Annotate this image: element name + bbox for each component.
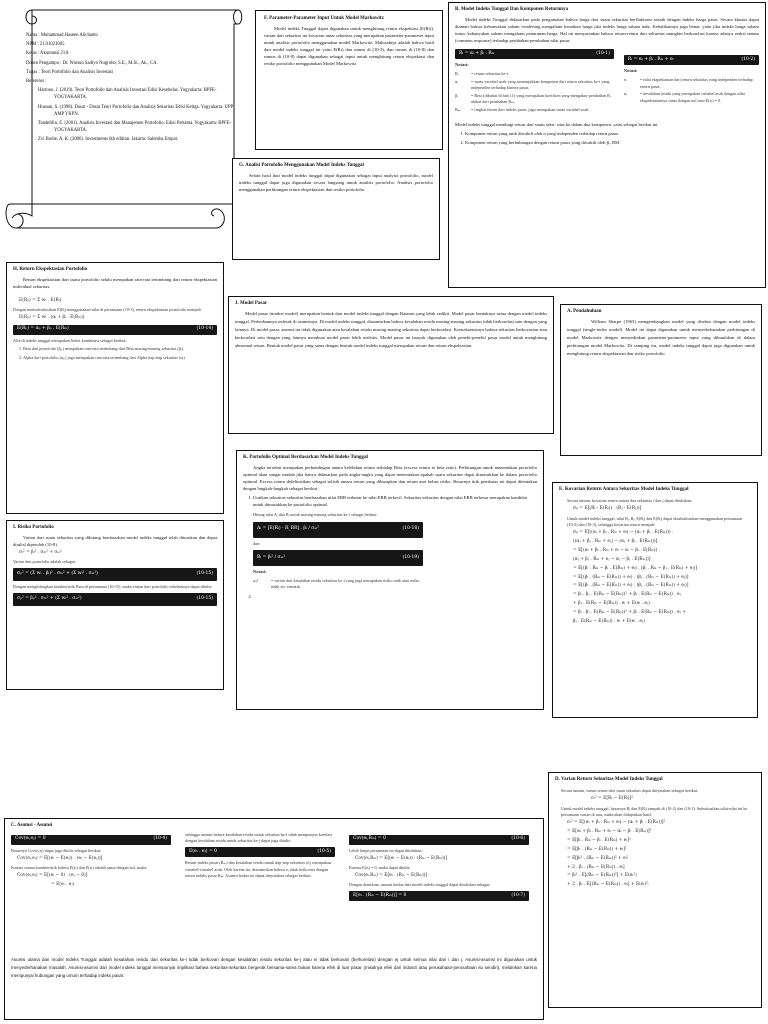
equation-bar: Aᵢ = [E(Rᵢ) - R_BR] . βᵢ / σₑᵢ² (10-18): [253, 522, 423, 538]
section-title: C. Asumsi - Asumsi: [11, 823, 53, 828]
section-b: B. Model Indeks Tunggal Dan Komponen Returnnya Model indeks Tunggal didasarkan pada pengamatan bahwa harga dari suatu sekuritas berfluktuasi searah dengan indeks harga pasar. Secara khusus dapat diamati bahwa kebanyakan saham cenderung mengalami kenaikan harga jika indeks harga saham naik. Kebalikannya juga benar, yaitu jika indeks harga saham turun, kebanyakan saham mengalami penurunan harga. Hal ini menyarankan bahwa return-return dari sekuritas mungkin berkorelasi karena adanya reaksi umum (common response) terhadap perubahan-perubahan nilai pasar. Rᵢ = αᵢ + βᵢ . Rₘ (10-1) Notasi: Rᵢ = return sekuritas ke-i, αᵢ = suatu variabel acak yang menunjukkan komponen dari return sekuritas ke-i yang independen terhadap kinerja pasar, βᵢ = Beta (dibahas di bab 11) yang merupakan koefisien yang mengukur perubahan Rᵢ akibat dari perubahan Rₘ, Rₘ = tingkat return dari indeks pasar, juga merupakan suatu variabel acak. Rᵢ = αᵢ + βᵢ . Rₘ + eᵢ (10-2) Notasi: eᵢ = nilai ekspektasian dari return sekuritas yang independen terhadap return pasar, αᵢ = kesalahan residu yang merupakan variabel acak dengan nilai ekspektasiannya sama dengan nol atau E(eᵢ) = 0. Model indeks tunggal membagi return dari suatu seku- ritas ke dalam dua komponen, yaitu sebagai berikut ini. 1. Komponen return yang unik diwakili oleh α yang independen terhadap return pasar. 2. Komponen return yang berhubungan dengan return pasar yang diwakili oleh βᵢ. RM.: [448, 2, 766, 288]
references-title: Referensi :: [26, 79, 47, 85]
equation: E(Rₚ) = Σ wᵢ . (αᵢ + βᵢ . E(Rₘ)): [19, 315, 85, 321]
equation: E(Rₚ) = Σ wᵢ . E(Rᵢ): [19, 297, 62, 303]
equation: σᵢ² = E[Rᵢ − E(Rᵢ)]²: [591, 796, 633, 802]
section-body: Selain hasil dari model indeks tunggal dapat digunakan sebagai input analysis portofolio, model indeks tunggal dapat juga digunakan secara langsung untuk analisis portofolio. Analisis portofolio menggunakan perhitungan return ekspektasian dan resiko portofolio.: [239, 172, 433, 192]
task: Tugas : Teori Portofolio dan Analisis Investasi: [26, 69, 113, 75]
equation-line: = E[(αᵢ + βᵢ . Rₘ + eᵢ − αᵢ − βᵢ . E(Rₘ)) .: [573, 548, 661, 554]
student-class: Kelas : Akuntansi 21A: [26, 51, 69, 57]
equation-line: = E[βᵢ² . (Rₘ − E(Rₘ))² + eᵢ²: [567, 855, 629, 861]
equation-line: + βⱼ . E(Rₘ − E(Rₘ)) . eᵢ + E(eᵢ . eⱼ): [573, 601, 650, 607]
section-title: I. Risiko Portofolio: [13, 525, 54, 530]
equation-line: = βᵢ² . E[(Rₘ − E(Rₘ))²] + E(eᵢ²): [567, 873, 637, 879]
equation-line: = βᵢ . βⱼ . E(Rₘ − E(Rₘ))² + βᵢ . E(Rₘ − E(Rₘ)) . eⱼ +: [573, 609, 686, 615]
section-title: B. Model Indeks Tunggal Dan Komponen Returnnya: [455, 7, 568, 12]
section-text: Model indeks tunggal membagi return dari suatu seku- ritas ke dalam dua komponen, yaitu sebagai berikut ini.: [455, 122, 659, 128]
equation-bar: E[eᵢ . (Rₘ − E(Rₘ))] = 0 (10-7): [349, 891, 529, 901]
section-title: H. Return Ekspektasian Portofolio: [13, 267, 88, 272]
equation-bar: Bᵢ = βᵢ² / σₑᵢ² (10-19): [253, 550, 423, 566]
section-g: [232, 158, 440, 260]
section-title: J. Model Pasar: [235, 301, 268, 306]
equation: Cov(eᵢ,eⱼ) = E[(eᵢ − E(eᵢ)) . (eⱼ − E(eⱼ))]: [17, 856, 103, 862]
equation-bar: Cov(eᵢ,Rₘ) = 0 (10-6): [349, 835, 529, 845]
list-item: 1. Komponen return yang unik diwakili oleh α yang independen terhadap return pasar.: [465, 130, 759, 137]
equation-line: σᵢⱼ = E[((αᵢ + βᵢ . Rₘ + eᵢ) − (αᵢ + βᵢ . E(Rₘ))) .: [573, 530, 674, 536]
section-body: William Sharpe (1963) mengembangkan model yang disebut dengan model indeks tunggal (single-index model). Model ini dapat digunakan untuk menyederhanakan perhitungan di model Markowitz dengan menyediakan parameter-parameter input yang dibutuhkan di dalam perhitungan model Markowitz. Di samping itu, model indeks tunggal dapat juga digunakan untuk menghitung return ekspektasian dan risiko portofolio.: [567, 318, 755, 356]
section-title: G. Analisi Portofolio Menggunakan Model Indeks Tunggal: [239, 163, 364, 168]
equation-line: = βᵢ . βⱼ . E(Rₘ − E(Rₘ))² + βᵢ . E(Rₘ − E(Rₘ)) . eⱼ: [573, 592, 681, 598]
student-name: Nama : Muhammad Haseen Alichanto: [26, 33, 98, 38]
equation: σᵢ² = βᵢ² . σₘ² + σₑᵢ²: [19, 549, 62, 555]
equation-line: = E[(βᵢ . (Rₘ − E(Rₘ)) + eᵢ) . (βⱼ . (Rₘ − E(Rₘ)) + eⱼ)]: [573, 583, 689, 589]
student-npm: NPM : 21.01021005: [26, 42, 65, 48]
section-footer-text: Asumsi utama dari model Indeks Tunggal adalah kesalahan residu dari sekuritas ke-i tidak berkovari dengan kesalahan residu sekuritas ke-j atau ei tidak berkovari (berkorelasi) dengan ej untuk semua nilai dari i dan j. Asumsi-asumsi ini digunakan untuk menyederhanakan masalah. Asumsi-asumsi dari model indeks tunggal mempunyai implikasi bahwa sekuritas-sekuritas bergerak bersama-sama bukan karena efek di luar pasar (misalnya efek dari industri atau perusahaan-perusahaan itu sendiri), melainkan karena mempunyai hubungan yang umum terhadap indeks pasar.: [11, 956, 537, 979]
list-item: 2. Komponen return yang berhubungan dengan return pasar yang diwakili oleh βᵢ. RM.: [465, 139, 759, 146]
notation-list: Rᵢ = return sekuritas ke-i, αᵢ = suatu variabel acak yang menunjukkan komponen dari return sekuritas ke-i yang independen terhadap kinerja pasar, βᵢ = Beta (dibahas di bab 11) yang merupakan koefisien yang mengukur perubahan Rᵢ akibat dari perubahan Rₘ, Rₘ = tingkat return dari indeks pasar, juga merupakan suatu variabel acak.: [455, 71, 611, 112]
section-body: Angka tersebut merupakan perbandingan antara kelebihan return terhadap Beta (excess return to beta ratio). Perhitungan untuk menentukan portofolio optimal akan sangat mudah jika hanya didasarkan pada angka-angka yang dapat menentukan apakah suatu sekuritas dapat dimasukkan ke dalam portofolio optimal. Excess return didefinisikan sebagai selisih antara return yang diharapkan dan return aset bebas risiko. Besarnya titik pembatas ini dapat ditentukan dengan langkah-langkah sebagai berikut :: [243, 464, 537, 492]
section-k: [236, 450, 544, 710]
equation: = E(eᵢ . eⱼ): [51, 882, 75, 887]
identity-scroll: [2, 2, 246, 234]
equation-bar: Rᵢ = αᵢ + βᵢ . Rₘ + eᵢ (10-2): [624, 55, 759, 65]
notation-list: eᵢ = nilai ekspektasian dari return sekuritas yang independen terhadap return pasar, αᵢ = kesalahan residu yang merupakan variabel acak dengan nilai ekspektasiannya sama dengan nol atau E(eᵢ) = 0.: [623, 77, 753, 103]
equation-line: = E[αᵢ + βᵢ . Rₘ + eᵢ − αᵢ − βᵢ . E(Rₘ)]²: [567, 829, 652, 835]
section-a: [560, 304, 762, 456]
section-title: A. Pendahuluan: [567, 309, 602, 314]
section-j: [228, 296, 554, 434]
equation: Cov(eᵢ,Rₘ) = E[(eᵢ − E(eᵢ)) . (Rₘ − E(Rₘ))]: [355, 856, 448, 862]
equation-bar: σₚ² = βₚ² . σₘ² + (Σ wᵢ² . σₑᵢ²) (10-15): [13, 593, 217, 606]
reference-item: Tandelilin, E. (2001). Analisis Investasi dan Manajemen Portofolio. Edisi Pertama. Yogyakarta: BPFE-YOGYAKARTA.: [38, 120, 232, 134]
equation-bar: Cov(eᵢ,eⱼ) = 0 (10-4): [11, 835, 171, 845]
equation-line: + 2 . βᵢ . (Rₘ − E(Rₘ)) . eᵢ]: [567, 864, 625, 870]
section-body: Model indeks Tunggal didasarkan pada pengamatan bahwa harga dari suatu sekuritas berfluktuasi searah dengan indeks harga pasar. Secara khusus dapat diamati bahwa kebanyakan saham cenderung mengalami kenaikan harga jika indeks harga saham naik. Kebalikannya juga benar, yaitu jika indeks harga saham turun, kebanyakan saham mengalami penurunan harga. Hal ini menyarankan bahwa return-return dari sekuritas mungkin berkorelasi karena adanya reaksi umum (common response) terhadap perubahan-perubahan nilai pasar.: [455, 16, 759, 44]
equation-bar: Rᵢ = αᵢ + βᵢ . Rₘ (10-1): [455, 49, 614, 59]
reference-item: Zvi Bodie, A. K. (2006). Investments 6th edition. Jakarta: Salemba Empat.: [38, 137, 179, 143]
section-title: K. Portofolio Optimal Berdasarkan Model Indeks Tunggal: [243, 455, 368, 460]
equation: Cov(eᵢ,eⱼ) = E[(eᵢ − 0) . (eⱼ − 0)]: [17, 873, 88, 879]
equation: Cov(eᵢ,Rₘ) = E[eᵢ . (Rₘ − E(Rₘ))]: [355, 873, 428, 879]
section-f: [255, 10, 443, 150]
equation-line: σᵢ² = E[(αᵢ + βᵢ . Rₘ + eᵢ) − (αᵢ + βᵢ . E(Rₘ))]²: [567, 820, 666, 826]
lecturer: Dosen Pengampu : Dr. Warsun Sadiyo Nugroho, S.E., M.Si., Ak., CA.: [26, 60, 158, 66]
equation-line: (αⱼ + βⱼ . Rₘ + eⱼ − αⱼ − βⱼ . E(Rₘ))]: [573, 556, 651, 562]
section-body: Model indeks Tunggal dapat digunakan untuk menghitung return ekspektasi (E(Ri)), varian dari sekuritas ini kovarian antar sekuritas yang merupakan parameter-parameter input untuk analisis portofolio menggunakan model Markowitz. Maksudnya adalah bahwa hasil dari model indeks tunggal ini yaitu E(Ri) dan rumus di (10-3), dan rumus di (10-8) dan rumus di (10-9) dapat digunakan sebagai input untuk menghitung return ekspektasi dan resiko portofolio menggunakan Model Markowitz.: [264, 25, 434, 67]
section-i: I. Risiko Portofolio Varian dari suatu sekuritas yang dihitung berdasarkan model indeks tunggal telah diturukan dan dapat ditulisl diperoleh (10-8). σᵢ² = βᵢ² . σₘ² + σₑᵢ² Varian dari portofolio adalah sebagai: σₚ² = (Σ wᵢ . βᵢ)² . σₘ² + (Σ wᵢ² . σₑᵢ²) (10-15) Dengan menghilangkan karakteristik Beta di persamaan (10-15), maka varian dari portofolio sebelumnya dapat ditulis: σₚ² = βₚ² . σₘ² + (Σ wᵢ² . σₑᵢ²) (10-15): [6, 520, 224, 690]
equation-line: = E[(βᵢ . Rₘ − βᵢ . E(Rₘ) + eᵢ) . (βⱼ . Rₘ − βⱼ . E(Rₘ) + eⱼ)]: [573, 565, 698, 571]
list-item: 2. Alpha dari portofolio (αₚ) juga merupakan rata-rata tertimbang dari Alpha tiap-tiap sekuritas (αᵢ).: [23, 355, 217, 361]
list-item: [253, 593, 537, 600]
equation-line: βⱼ . E(Rₘ − E(Rₘ)) . eᵢ + E(eᵢ . eⱼ): [573, 618, 645, 624]
notation-list: σₑᵢ² = varian dari kesalahan residu sekuritas ke-i yang juga merupakan risiko unik atau risiko tidak sis- tematik.: [253, 577, 420, 590]
equation: σᵢⱼ = E[(Rᵢ - E(Rᵢ)) . (Rⱼ - E(Rⱼ))]: [573, 506, 642, 512]
section-body: Return ekspektasian dari suatu portofolio selalu merupakan rata-rata tertimbang dari return ekspektasian individual sekuritas:: [13, 276, 217, 289]
section-body: Model pasar (market model) merupakan bentuk dari model indeks tunggal dengan Batasan yang lebih sedikit. Model pasar bentuknya sama dengan model indeks tunggal. Perbedaannya terletak di asumsinya. Di model indeks tunggal, diasumsikan bahwa kesalahan residu masing-masing sekuritas tidak berkorelasi satu dengan yang lainnya. Di model pasar, asumsi ini tidak digunakan atau kesalahan residu masing-masing sekuritas dapat berkorelasi. Konsekuensinya bahwa sekuritas berkovarian atau berkorelasi satu dengan yang lainnya membuat model pasar lebih realistis. Model pasar ini banyak digunakan oleh penelit-peneliti pasar modal untuk menghitung abnormal return. Bentuk model pasar yang sama dengan bentuk model indeks tunggal merupakan return dan return ekspektasian.: [235, 310, 547, 348]
equation-line: = E[(βᵢ . (Rₘ − E(Rₘ)) + eᵢ) . (βⱼ . (Rₘ − E(Rₘ)) + eⱼ)]: [573, 574, 689, 580]
reference-item: Husnan, S. (1998). Dasar - Dasar Teori Portofolio dan Analisis Sekuritas Edisi Ketiga. Yogyakarta: UPP AMP YKPN.: [38, 104, 234, 117]
equation-bar: E(eᵢ . eⱼ) = 0 (10-5): [185, 847, 335, 857]
equation-bar: σₚ² = (Σ wᵢ . βᵢ)² . σₘ² + (Σ wᵢ² . σₑᵢ²) (10-15): [13, 568, 217, 581]
equation-line: = E[βᵢ . Rₘ − βᵢ . E(Rₘ) + eᵢ]²: [567, 838, 631, 844]
section-c: C. Asumsi - Asumsi Cov(eᵢ,eⱼ) = 0 (10-4) Besarnya Cov(eᵢ,eⱼ) dapat juga ditulis sebagai berikut: Cov(eᵢ,eⱼ) = E[(eᵢ − E(eᵢ)) . (eⱼ − E(eⱼ))] Karena semua karakteristik bahwa E(eᵢ) dan E(eⱼ) adalah sama dengan nol, maka: Cov(eᵢ,eⱼ) = E[(eᵢ − 0) . (eⱼ − 0)] = E(eᵢ . eⱼ) sehingga asumsi bahwa kesalahan residu untuk sekuritas ke-i tidak mempunyai korelasi dengan kesalahan residu untuk sekuritas ke-j dapat juga ditulis: E(eᵢ . eⱼ) = 0 (10-5) Return indeks pasar (Rₘ) dan kesalahan residu untuk tiap-tiap sekuritas (eᵢ) merupakan variabel-variabel acak. Oleh karena itu, diasumsikan bahwa eᵢ tidak berkovari dengan return indeks pasar Rₘ. Asumsi kedua ini dapat dinyatakan sebagai berikut: Cov(eᵢ,Rₘ) = 0 (10-6) Lebih lanjut persamaan ini dapat dituliskan: Cov(eᵢ,Rₘ) = E[(eᵢ − E(eᵢ)) . (Rₘ − E(Rₘ))] Karena E(eᵢ) = 0, maka dapat ditulis: Cov(eᵢ,Rₘ) = E[eᵢ . (Rₘ − E(Rₘ))] Dengan demikian, asumsi kedua dari model indeks tunggal dapat dituliskan sebagai: E[eᵢ . (Rₘ − E(Rₘ))] = 0 (10-7) Asumsi utama dari model Indeks Tunggal adalah kesalahan residu dari sekuritas ke-i tidak berkovari dengan kesalahan residu sekuritas ke-j atau ei tidak berkovari (berkorelasi) dengan ej untuk semua nilai dari i dan j. Asumsi-asumsi ini digunakan untuk menyederhanakan masalah. Asumsi-asumsi dari model indeks tunggal mempunyai implikasi bahwa sekuritas-sekuritas bergerak bersama-sama bukan karena efek di luar pasar (misalnya efek dari industri atau perusahaan-perusahaan itu sendiri), melainkan karena mempunyai hubungan yang umum terhadap indeks pasar.: [4, 818, 544, 1020]
section-body: Varian dari suatu sekuritas yang dihitung berdasarkan model indeks tunggal telah diturukan dan dapat ditulisl diperoleh (10-8).: [13, 534, 217, 547]
equation-line: ((αⱼ + βⱼ . Rₘ + eⱼ) − (αⱼ + βⱼ . E(Rₘ)))]: [573, 539, 658, 545]
section-title: F. Parameter-Parameter Input Untuk Model Markowitz: [264, 16, 384, 21]
list-item: 1. Urutkan sekuritas-sekuritas berdasarkan nilai ERB terbesar ke nilai ERB terkecil. Sekuritas-sekuritas dengan nilai ERB terbesar merupakan kandidat untuk dimasukkan ke portofolio optimal. Hitung nilai Aᵢ dan Bᵢ untuk masing-masing sekuritas ke-i sebagai berikut: Aᵢ = [E(Rᵢ) - R_BR] . βᵢ / σₑᵢ² (10-18) dan: Bᵢ = βᵢ² / σₑᵢ² (10-19) Notasi: σₑᵢ² = varian dari kesalahan residu sekuritas ke-i yang juga merupakan risiko unik atau risiko tidak sis- tematik.: [253, 494, 537, 591]
equation-line: = E[βᵢ . (Rₘ − E(Rₘ)) + eᵢ]²: [567, 846, 627, 852]
section-d: D. Varian Return Sekuritas Model Indeks Tunggal Secara umum, varian return dari suatu sekuritas dapat dinyatakan sebagai berikut: σᵢ² = E[Rᵢ − E(Rᵢ)]² Untuk model indeks tunggal, besarnya Rᵢ dan E(Rᵢ) tampak di (10-2) dan (10-3). Substitusikan nilai-nilai ini ke persamaan varian di atas, maka akan didapatkan hasil: σᵢ² = E[(αᵢ + βᵢ . Rₘ + eᵢ) − (αᵢ + βᵢ . E(Rₘ))]² = E[αᵢ + βᵢ . Rₘ + eᵢ − αᵢ − βᵢ . E(Rₘ)]² = E[βᵢ . Rₘ − βᵢ . E(Rₘ) + eᵢ]² = E[βᵢ . (Rₘ − E(Rₘ)) + eᵢ]² = E[βᵢ² . (Rₘ − E(Rₘ))² + eᵢ² + 2 . βᵢ . (Rₘ − E(Rₘ)) . eᵢ] = βᵢ² . E[(Rₘ − E(Rₘ))²] + E(eᵢ²) + 2 . βᵢ . E[(Rₘ − E(Rₘ)) . eᵢ] + E(eᵢ)².: [548, 772, 762, 1008]
section-title: D. Varian Return Sekuritas Model Indeks Tunggal: [555, 777, 663, 782]
section-e: E. Kovarian Return Antara Sekuritas Model Indeks Tunggal Secara umum, kovarian return antara dua sekuritas i dan j dapat dituliskan: σᵢⱼ = E[(Rᵢ - E(Rᵢ)) . (Rⱼ - E(Rⱼ))] Untuk model indeks tunggal, nilai Rᵢ, Rⱼ, E(Rᵢ) dan E(Rⱼ) dapat disubstitusikan menggunakan persamaan (10-2) dan (10-3), sehingga kovarian return menjadi: σᵢⱼ = E[((αᵢ + βᵢ . Rₘ + eᵢ) − (αᵢ + βᵢ . E(Rₘ))) . ((αⱼ + βⱼ . Rₘ + eⱼ) − (αⱼ + βⱼ . E(Rₘ)))] = E[(αᵢ + βᵢ . Rₘ + eᵢ − αᵢ − βᵢ . E(Rₘ)) . (αⱼ + βⱼ . Rₘ + eⱼ − αⱼ − βⱼ . E(Rₘ))] = E[(βᵢ . Rₘ − βᵢ . E(Rₘ) + eᵢ) . (βⱼ . Rₘ − βⱼ . E(Rₘ) + eⱼ)] = E[(βᵢ . (Rₘ − E(Rₘ)) + eᵢ) . (βⱼ . (Rₘ − E(Rₘ)) + eⱼ)] = E[(βᵢ . (Rₘ − E(Rₘ)) + eᵢ) . (βⱼ . (Rₘ − E(Rₘ)) + eⱼ)] = βᵢ . βⱼ . E(Rₘ − E(Rₘ))² + βᵢ . E(Rₘ − E(Rₘ)) . eⱼ + βⱼ . E(Rₘ − E(Rₘ)) . eᵢ + E(eᵢ . eⱼ) = βᵢ . βⱼ . E(Rₘ − E(Rₘ))² + βᵢ . E(Rₘ − E(Rₘ)) . eⱼ + βⱼ . E(Rₘ − E(Rₘ)) . eᵢ + E(eᵢ . eⱼ): [552, 482, 758, 718]
equation-bar: E(Rₚ) = αₚ + βₚ . E(Rₘ) (10-14): [13, 325, 217, 335]
list-item: 1. Beta dari portofolio (βₚ) merupakan rata-rata tertimbang dari Beta masing-masing sekuritas (βᵢ).: [23, 346, 217, 352]
section-title: E. Kovarian Return Antara Sekuritas Model Indeks Tunggal: [559, 487, 689, 492]
reference-item: Hartono, J. (2019). Teori Portofolio dan Analisis Investasi Edisi Kesebelas. Yogyakarta: BPFE-YOGYAKARTA.: [38, 88, 217, 101]
equation-line: + 2 . βᵢ . E[(Rₘ − E(Rₘ)) . eᵢ] + E(eᵢ)².: [567, 882, 650, 888]
section-h: H. Return Ekspektasian Portofolio Return ekspektasian dari suatu portofolio selalu merupakan rata-rata tertimbang dari return ekspektasian individual sekuritas: E(Rₚ) = Σ wᵢ . E(Rᵢ) Dengan mensubstitusikan E(Rᵢ) menggunakan nilai di persamaan (10-3), return ekspektasian portofolio menjadi: E(Rₚ) = Σ wᵢ . (αᵢ + βᵢ . E(Rₘ)) E(Rₚ) = αₚ + βₚ . E(Rₘ) (10-14) Alfa di indeks tunggal merupakan bobot kombinasi sebagai berikut: 1. Beta dari portofolio (βₚ) merupakan rata-rata tertimbang dari Beta masing-masing sekuritas (βᵢ). 2. Alpha dari portofolio (αₚ) juga merupakan rata-rata tertimbang dari Alpha tiap-tiap sekuritas (αᵢ).: [6, 262, 224, 514]
